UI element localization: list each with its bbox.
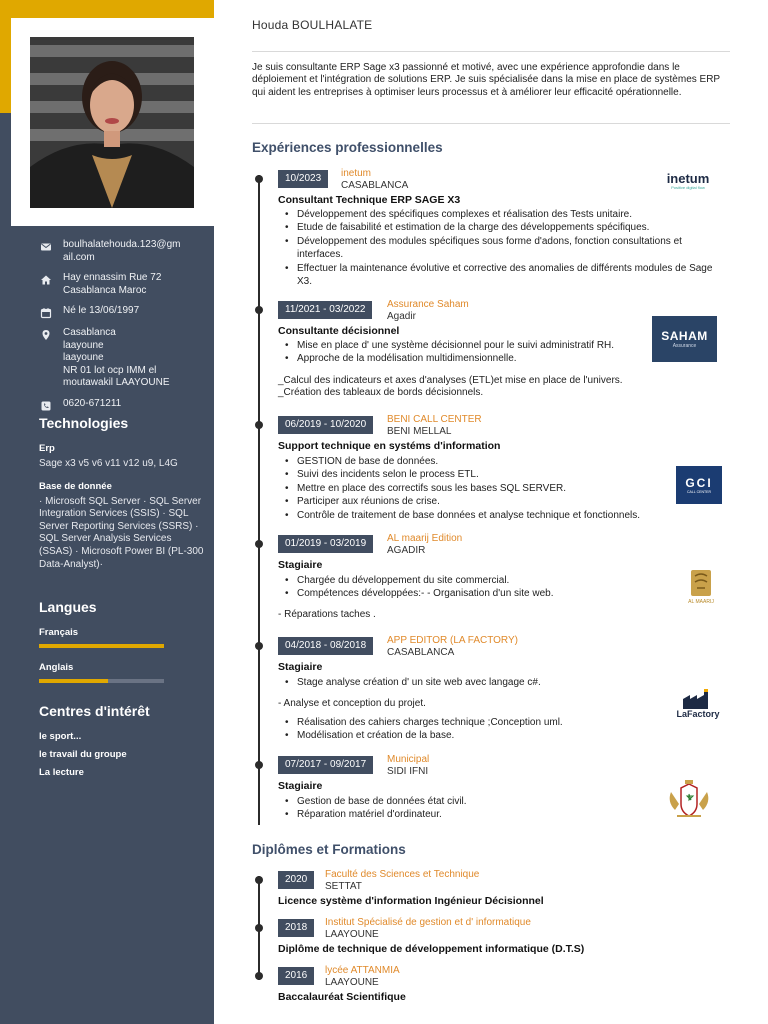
task-list (278, 339, 648, 366)
school-city: LAAYOUNE (325, 929, 379, 940)
organization-name: Assurance Saham (387, 299, 469, 310)
degree-title: Licence système d'information Ingénieur Décisionnel (278, 895, 544, 907)
accent-bar (0, 0, 214, 18)
task-item: • Etude de faisabilité et estimation de la charge des développements spécifiques. (278, 221, 723, 234)
task-list (278, 574, 648, 601)
map-pin-icon (40, 329, 52, 341)
tech-group-name: Base de donnée (39, 480, 112, 492)
task-item: • Réalisation des cahiers charges technique ;Conception uml. (278, 716, 658, 729)
job-title: Support technique en systéms d'information (278, 440, 501, 452)
task-item: • Stage analyse création d' un site web avec langage c#. (278, 676, 658, 689)
al-maarij-logo: AL MAARIJ (682, 564, 720, 608)
degree-title: Baccalauréat Scientifique (278, 991, 406, 1003)
address-line: Hay ennassim Rue 72 (63, 272, 162, 283)
interests-title: Centres d'intérêt (39, 703, 150, 719)
tech-group-name: Erp (39, 443, 55, 454)
language-level-fill (39, 644, 164, 648)
saham-logo: SAHAM Assurance (652, 316, 717, 362)
organization-name: inetum (341, 168, 372, 179)
task-item: • Développement des spécifiques complexes et réalisation des Tests unitaire. (278, 208, 723, 221)
organization-name: Municipal (387, 754, 430, 765)
lafactory-logo: LaFactory (670, 684, 726, 724)
interest-item: La lecture (39, 767, 84, 778)
gci-logo: GCI CALL CENTER (676, 466, 722, 504)
language-level-bar (39, 644, 164, 648)
contact-birth (40, 305, 200, 319)
divider (252, 123, 730, 124)
organization-city: CASABLANCA (387, 647, 455, 658)
phone-icon (40, 400, 52, 412)
interest-item: le travail du groupe (39, 749, 127, 760)
contact-info (40, 239, 200, 420)
profile-photo (30, 37, 194, 208)
school-name: lycée ATTANMIA (325, 965, 400, 976)
task-item: • Participer aux réunions de crise. (278, 495, 708, 508)
job-title: Stagiaire (278, 661, 323, 673)
timeline-dot (255, 540, 263, 548)
divider (252, 51, 730, 52)
location-line: Casablanca (63, 327, 116, 338)
date-badge: 07/2017 - 09/2017 (278, 756, 373, 774)
email-line: boulhalatehouda.123@gm (63, 239, 181, 250)
school-city: LAAYOUNE (325, 977, 379, 988)
timeline-dot (255, 924, 263, 932)
languages-title: Langues (39, 599, 97, 615)
mail-icon (40, 241, 52, 253)
sidebar (0, 0, 214, 1024)
task-item: • Développement des modules spécifiques sous forme d'adons, fonction consultations et interfaces. (278, 235, 723, 262)
interest-item: le sport... (39, 731, 82, 742)
tech-group-text: · Microsoft SQL Server · SQL Server Integration Services (SSIS) · SQL Server Reporting Services (SSRS) · SQL Server Analysis Services (SSAS) · Microsoft Power BI (PL-300 Data-Analyst)· (39, 495, 204, 570)
profile-summary: Je suis consultante ERP Sage x3 passionné et motivé, avec une expérience approfondie dans le déploiement et l'intégration de solutions ERP. Je suis spécialisée dans la mise en place de systèmes ERP qui aident les entreprises à optimiser leurs processus et à améliorer leur efficacité opérationnelle. (252, 62, 720, 98)
task-item: • Chargée du développement du site commercial. (278, 574, 648, 587)
timeline-dot (255, 642, 263, 650)
task-item: • Mise en place d' une système décisionnel pour le suivi administratif RH. (278, 339, 648, 352)
organization-city: CASABLANCA (341, 180, 409, 191)
task-note: _Création des tableaux de bords décisionnels. (278, 387, 484, 398)
date-badge: 01/2019 - 03/2019 (278, 535, 373, 553)
language-name: Anglais (39, 662, 74, 673)
organization-city: Agadir (387, 311, 416, 322)
organization-city: SIDI IFNI (387, 766, 429, 777)
date-badge: 2016 (278, 967, 314, 985)
book-icon (688, 568, 714, 598)
organization-name: BENI CALL CENTER (387, 414, 482, 425)
date-badge: 2018 (278, 919, 314, 937)
interests-section (39, 703, 204, 785)
technologies-section (39, 415, 204, 581)
task-item: • Approche de la modélisation multidimensionnelle. (278, 352, 648, 365)
task-item: • Contrôle de traitement de base données et analyse technique et fonctionnels. (278, 509, 708, 522)
location-line: moutawakil LAAYOUNE (63, 377, 170, 388)
experience-title: Expériences professionnelles (252, 140, 443, 155)
task-item: • Mettre en place des correctifs sous les bases SQL SERVER. (278, 482, 708, 495)
task-list (278, 795, 648, 822)
timeline-line (258, 175, 260, 825)
school-name: Faculté des Sciences et Technique (325, 869, 480, 880)
technologies-title: Technologies (39, 415, 129, 431)
job-title: Consultant Technique ERP SAGE X3 (278, 194, 461, 206)
task-note: _Calcul des indicateurs et axes d'analyses (ETL)et mise en place de l'univers. (278, 375, 623, 386)
timeline-dot (255, 972, 263, 980)
language-level-fill (39, 679, 108, 683)
date-badge: 11/2021 - 03/2022 (278, 301, 372, 319)
task-item: • Gestion de base de données état civil. (278, 795, 648, 808)
location-line: NR 01 lot ocp IMM el (63, 364, 157, 376)
task-list (278, 676, 658, 689)
full-name: Houda BOULHALATE (252, 18, 373, 32)
task-note: - Réparations taches . (278, 609, 376, 620)
location-line: laayoune (63, 339, 104, 351)
calendar-icon (40, 307, 52, 319)
home-icon (40, 274, 52, 286)
task-item: • Effectuer la maintenance évolutive et corrective des anomalies de différents modules de Sage X3. (278, 262, 723, 289)
task-list (278, 716, 658, 743)
task-item: • GESTION de base de données. (278, 455, 708, 468)
education-title: Diplômes et Formations (252, 842, 406, 857)
organization-city: AGADIR (387, 545, 426, 556)
address-line: Casablanca Maroc (63, 284, 147, 296)
factory-icon (681, 689, 715, 709)
date-badge: 06/2019 - 10/2020 (278, 416, 373, 434)
job-title: Consultante décisionnel (278, 325, 400, 337)
task-item: • Compétences développées:- - Organisation d'un site web. (278, 587, 648, 600)
contact-location (40, 327, 200, 390)
languages-section (39, 599, 204, 697)
task-item: • Modélisation et création de la base. (278, 729, 658, 742)
task-list (278, 208, 723, 288)
task-list (278, 455, 708, 522)
language-level-bar (39, 679, 164, 683)
accent-bar-side (0, 18, 11, 113)
date-badge: 10/2023 (278, 170, 328, 188)
birth-date: Né le 13/06/1997 (63, 305, 140, 316)
organization-name: APP EDITOR (LA FACTORY) (387, 635, 518, 646)
timeline-dot (255, 306, 263, 314)
task-item: • Réparation matériel d'ordinateur. (278, 808, 648, 821)
organization-name: AL maarij Edition (387, 533, 463, 544)
timeline-dot (255, 761, 263, 769)
task-note: - Analyse et conception du projet. (278, 698, 426, 709)
email-line: ail.com (63, 251, 95, 263)
date-badge: 2020 (278, 871, 314, 889)
contact-phone (40, 398, 200, 412)
inetum-logo: inetum Positive digital flow (666, 170, 710, 190)
job-title: Stagiaire (278, 780, 323, 792)
timeline-dot (255, 175, 263, 183)
degree-title: Diplôme de technique de développement informatique (D.T.S) (278, 943, 585, 955)
timeline-dot (255, 876, 263, 884)
location-line: laayoune (63, 352, 104, 363)
timeline-dot (255, 421, 263, 429)
contact-address (40, 272, 200, 297)
date-badge: 04/2018 - 08/2018 (278, 637, 373, 655)
municipal-emblem-icon (664, 778, 714, 822)
school-name: Institut Spécialisé de gestion et d' informatique (325, 917, 531, 928)
language-name: Français (39, 627, 79, 638)
job-title: Stagiaire (278, 559, 323, 571)
school-city: SETTAT (325, 881, 362, 892)
tech-group-text: Sage x3 v5 v6 v11 v12 u9, L4G (39, 458, 178, 469)
task-item: • Suivi des incidents selon le process ETL. (278, 468, 708, 481)
phone-number: 0620-671211 (63, 397, 122, 409)
contact-email (40, 239, 200, 264)
organization-city: BENI MELLAL (387, 426, 452, 437)
